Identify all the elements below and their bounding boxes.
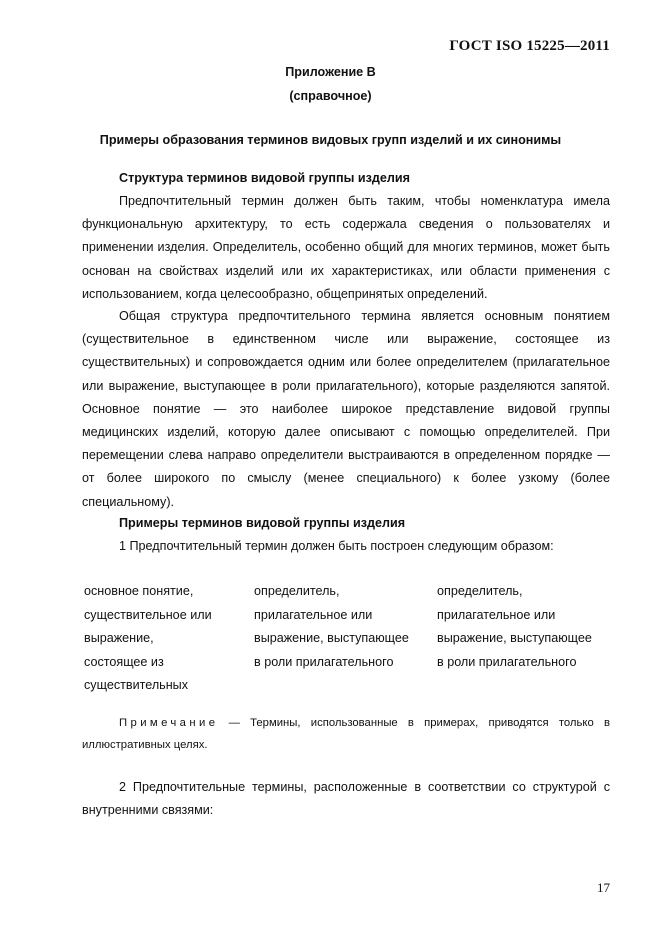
structure-heading: Структура терминов видовой группы изделия bbox=[119, 171, 410, 185]
section-title: Примеры образования терминов видовых групп изделий и их синонимы bbox=[99, 133, 562, 147]
column-qualifier-1: определитель, прилагательное или выражение, выступающее в роли прилагательного bbox=[254, 584, 409, 669]
example-1-text: 1 Предпочтительный термин должен быть построен следующим образом: bbox=[119, 539, 554, 553]
example-2-text: 2 Предпочтительные термины, расположенные в соответствии со структурой с внутренними связями: bbox=[82, 780, 610, 818]
column-base-concept: основное понятие, существительное или выражение, состоящее из существительных bbox=[84, 584, 212, 693]
standard-code: ГОСТ ISO 15225—2011 bbox=[449, 38, 610, 54]
page-number: 17 bbox=[597, 880, 610, 895]
paragraph-text: Предпочтительный термин должен быть таким, чтобы номенклатура имела функциональную архитектуру, то есть содержала сведения о пользователях и применении изделия. Определитель, особенно общий для многих терминов, может быть основан на свойствах изделий или их характеристиках, или области применения с использованием, когда целесообразно, общепринятых определений. bbox=[82, 194, 610, 301]
annex-title: Приложение В bbox=[285, 65, 376, 79]
examples-heading: Примеры терминов видовой группы изделия bbox=[119, 516, 406, 530]
structure-paragraph-2 bbox=[82, 305, 610, 514]
paragraph-text: Общая структура предпочтительного термина является основным понятием (существительное в единственном числе или выражение, состоящее из существительных) и сопровождается одним или более определителем (прилагательное или выражение, выступающее в роли прилагательного), которые разделяются запятой. Основное понятие — это наиболее широкое представление видовой группы медицинских изделий, которую далее описывают с помощью определителей. При перемещении слева направо определители выстраиваются в определенном порядке — от более широкого по смыслу (менее специального) к более узкому (более специальному). bbox=[82, 309, 610, 509]
note bbox=[82, 712, 610, 756]
annex-subtitle: (справочное) bbox=[289, 89, 372, 103]
note-text: — Термины, использованные в примерах, приводятся только в иллюстративных целях. bbox=[82, 717, 610, 751]
note-label: Примечание bbox=[119, 717, 219, 729]
structure-paragraph-1 bbox=[82, 190, 610, 306]
column-qualifier-2: определитель, прилагательное или выражение, выступающее в роли прилагательного bbox=[437, 584, 592, 669]
